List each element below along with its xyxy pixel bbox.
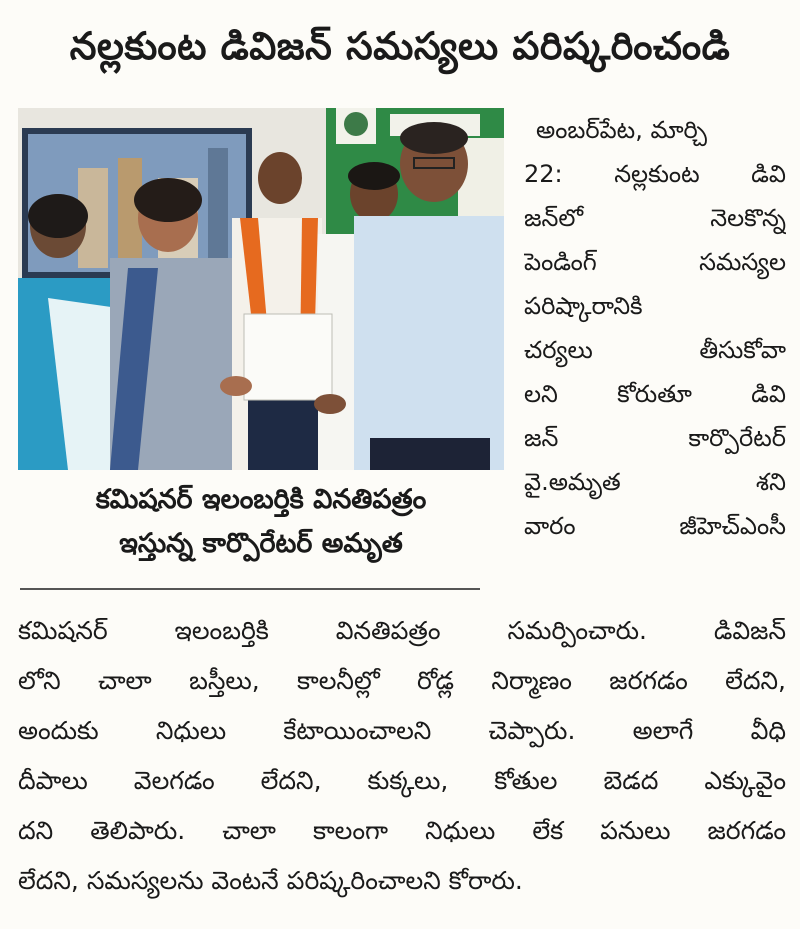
news-photo [18,108,504,470]
article-line: పరిష్కారానికి [524,292,643,320]
article-line: 22: నల్లకుంట డివి [524,160,786,188]
article-column [524,108,786,548]
article-line: లేదని, సమస్యలను వెంటనే పరిష్కరించాలని కోరారు. [18,866,523,895]
article-line: చర్యలు తీసుకోవా [524,336,786,364]
photo-caption [20,478,502,566]
petition-document [244,314,332,400]
caption-line: ఇస్తున్న కార్పొరేటర్ అమృత [119,528,403,559]
caption-line: కమిషనర్ ఇలంబర్తికి వినతిపత్రం [95,484,427,515]
article-line: వారం జీహెచ్ఎంసీ [524,512,786,540]
photo-illustration [18,108,504,470]
article-line: అందుకు నిధులు కేటాయించాలని చెప్పారు. అలాగే వీధి [18,716,786,745]
article-line: జన్ కార్పొరేటర్ [524,424,786,452]
article-line: లని కోరుతూ డివి [524,380,786,408]
caption-divider [20,588,480,590]
article-line: దని తెలిపారు. చాలా కాలంగా నిధులు లేక పనులు జరగడం [18,816,786,845]
article-line: పెండింగ్ సమస్యల [524,248,786,276]
article-line: లోని చాలా బస్తీలు, కాలనీల్లో రోడ్ల నిర్మాణం జరగడం లేదని, [18,666,786,695]
article-body [18,606,786,906]
headline: నల్లకుంట డివిజన్ సమస్యలు పరిష్కరించండి [69,24,731,68]
article-line: కమిషనర్ ఇలంబర్తికి వినతిపత్రం సమర్పించారు. డివిజన్ [18,616,786,645]
article-line: వై.అమృత శని [524,468,786,496]
article-line: జన్‌లో నెలకొన్న [524,204,786,232]
article-line: దీపాలు వెలగడం లేదని, కుక్కలు, కోతుల బెడద ఎక్కువైం [18,766,786,795]
article-line: అంబర్‌పేట, మార్చి [536,116,708,144]
